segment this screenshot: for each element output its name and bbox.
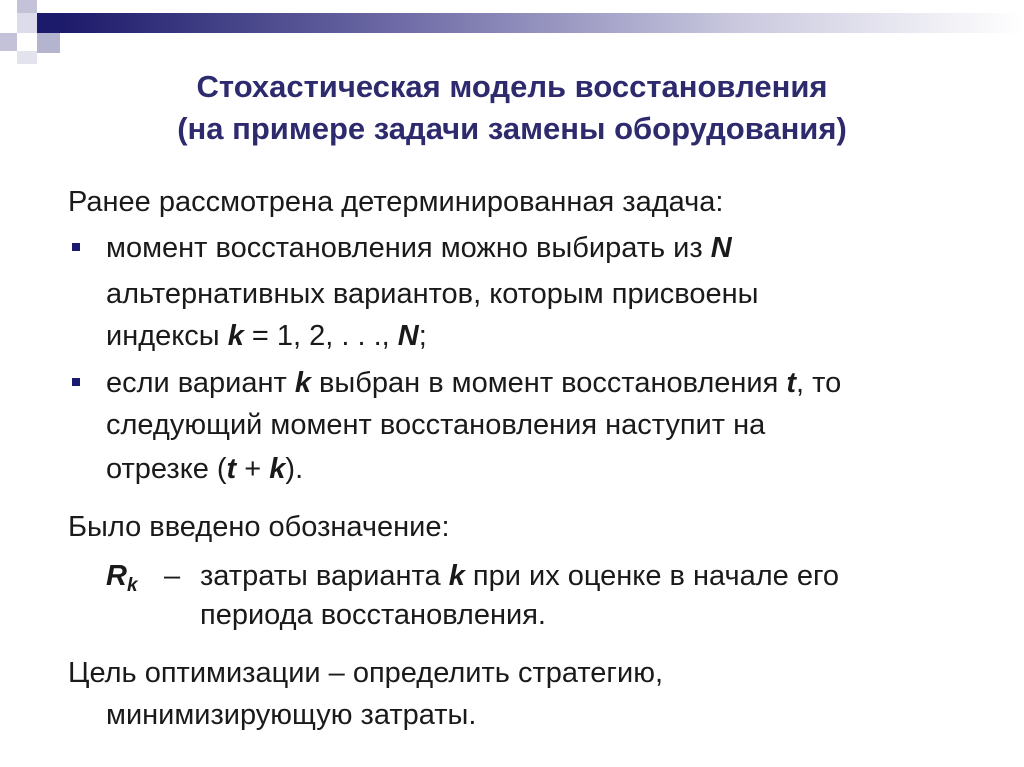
title-line-1: Стохастическая модель восстановления [196,69,828,104]
bullet-1-line-1 [106,231,732,265]
definition-dash: – [164,560,181,592]
bullet-2-l3-end: ). [285,453,304,485]
bullet-2-line-1 [106,366,841,400]
deco-square [17,51,37,64]
bullet-2-line-2: следующий момент восстановления наступит на [106,409,766,441]
bullet-1-text: момент восстановления можно выбирать из [106,232,711,264]
title-line-2: (на примере задачи замены оборудования) [177,111,847,146]
bullet-2-l1-mid: выбран в момент восстановления [310,367,787,399]
deco-square [0,33,17,51]
intro-text: Ранее рассмотрена детерминированная задача: [68,186,724,218]
deco-square [37,33,60,53]
goal-line-1: Цель оптимизации – определить стратегию, [68,657,664,689]
definition-line-2: периода восстановления. [200,599,546,631]
var-k: k [269,453,286,485]
definition-symbol [106,559,138,603]
bullet-2-l1-pre: если вариант [106,367,295,399]
notation-heading: Было введено обозначение: [68,511,450,543]
bullet-1-l3-end: ; [418,320,427,352]
deco-square [37,13,60,33]
header-gradient-bar [60,13,1024,33]
bullet-marker-1 [72,243,80,251]
definition-line-1 [200,559,839,593]
goal-line-2: минимизирующую затраты. [106,699,477,731]
var-n: N [397,320,419,352]
var-t: t [786,367,797,399]
bullet-2-l3-mid: + [236,453,270,485]
bullet-1-line-2: альтернативных вариантов, которым присвоены [106,278,759,310]
bullet-marker-2 [72,378,80,386]
bullet-1-line-3 [106,319,427,353]
bullet-2-line-3 [106,452,303,486]
var-k: k [448,560,465,592]
var-k: k [294,367,311,399]
bullet-2-l3-pre: отрезке ( [106,453,227,485]
deco-square [17,13,37,33]
bullet-1-l3-mid: = 1, 2, . . ., [243,320,398,352]
bullet-1-l3-pre: индексы [106,320,228,352]
deco-square [17,0,37,13]
symbol-r: R [106,560,127,592]
slide-title [0,66,1024,150]
definition-l1-post: при их оценке в начале его [464,560,840,592]
bullet-2-l1-end: , то [796,367,842,399]
subscript-k: k [126,575,138,596]
var-k: k [227,320,244,352]
var-n: N [710,232,732,264]
definition-l1-pre: затраты варианта [200,560,449,592]
var-t: t [226,453,237,485]
